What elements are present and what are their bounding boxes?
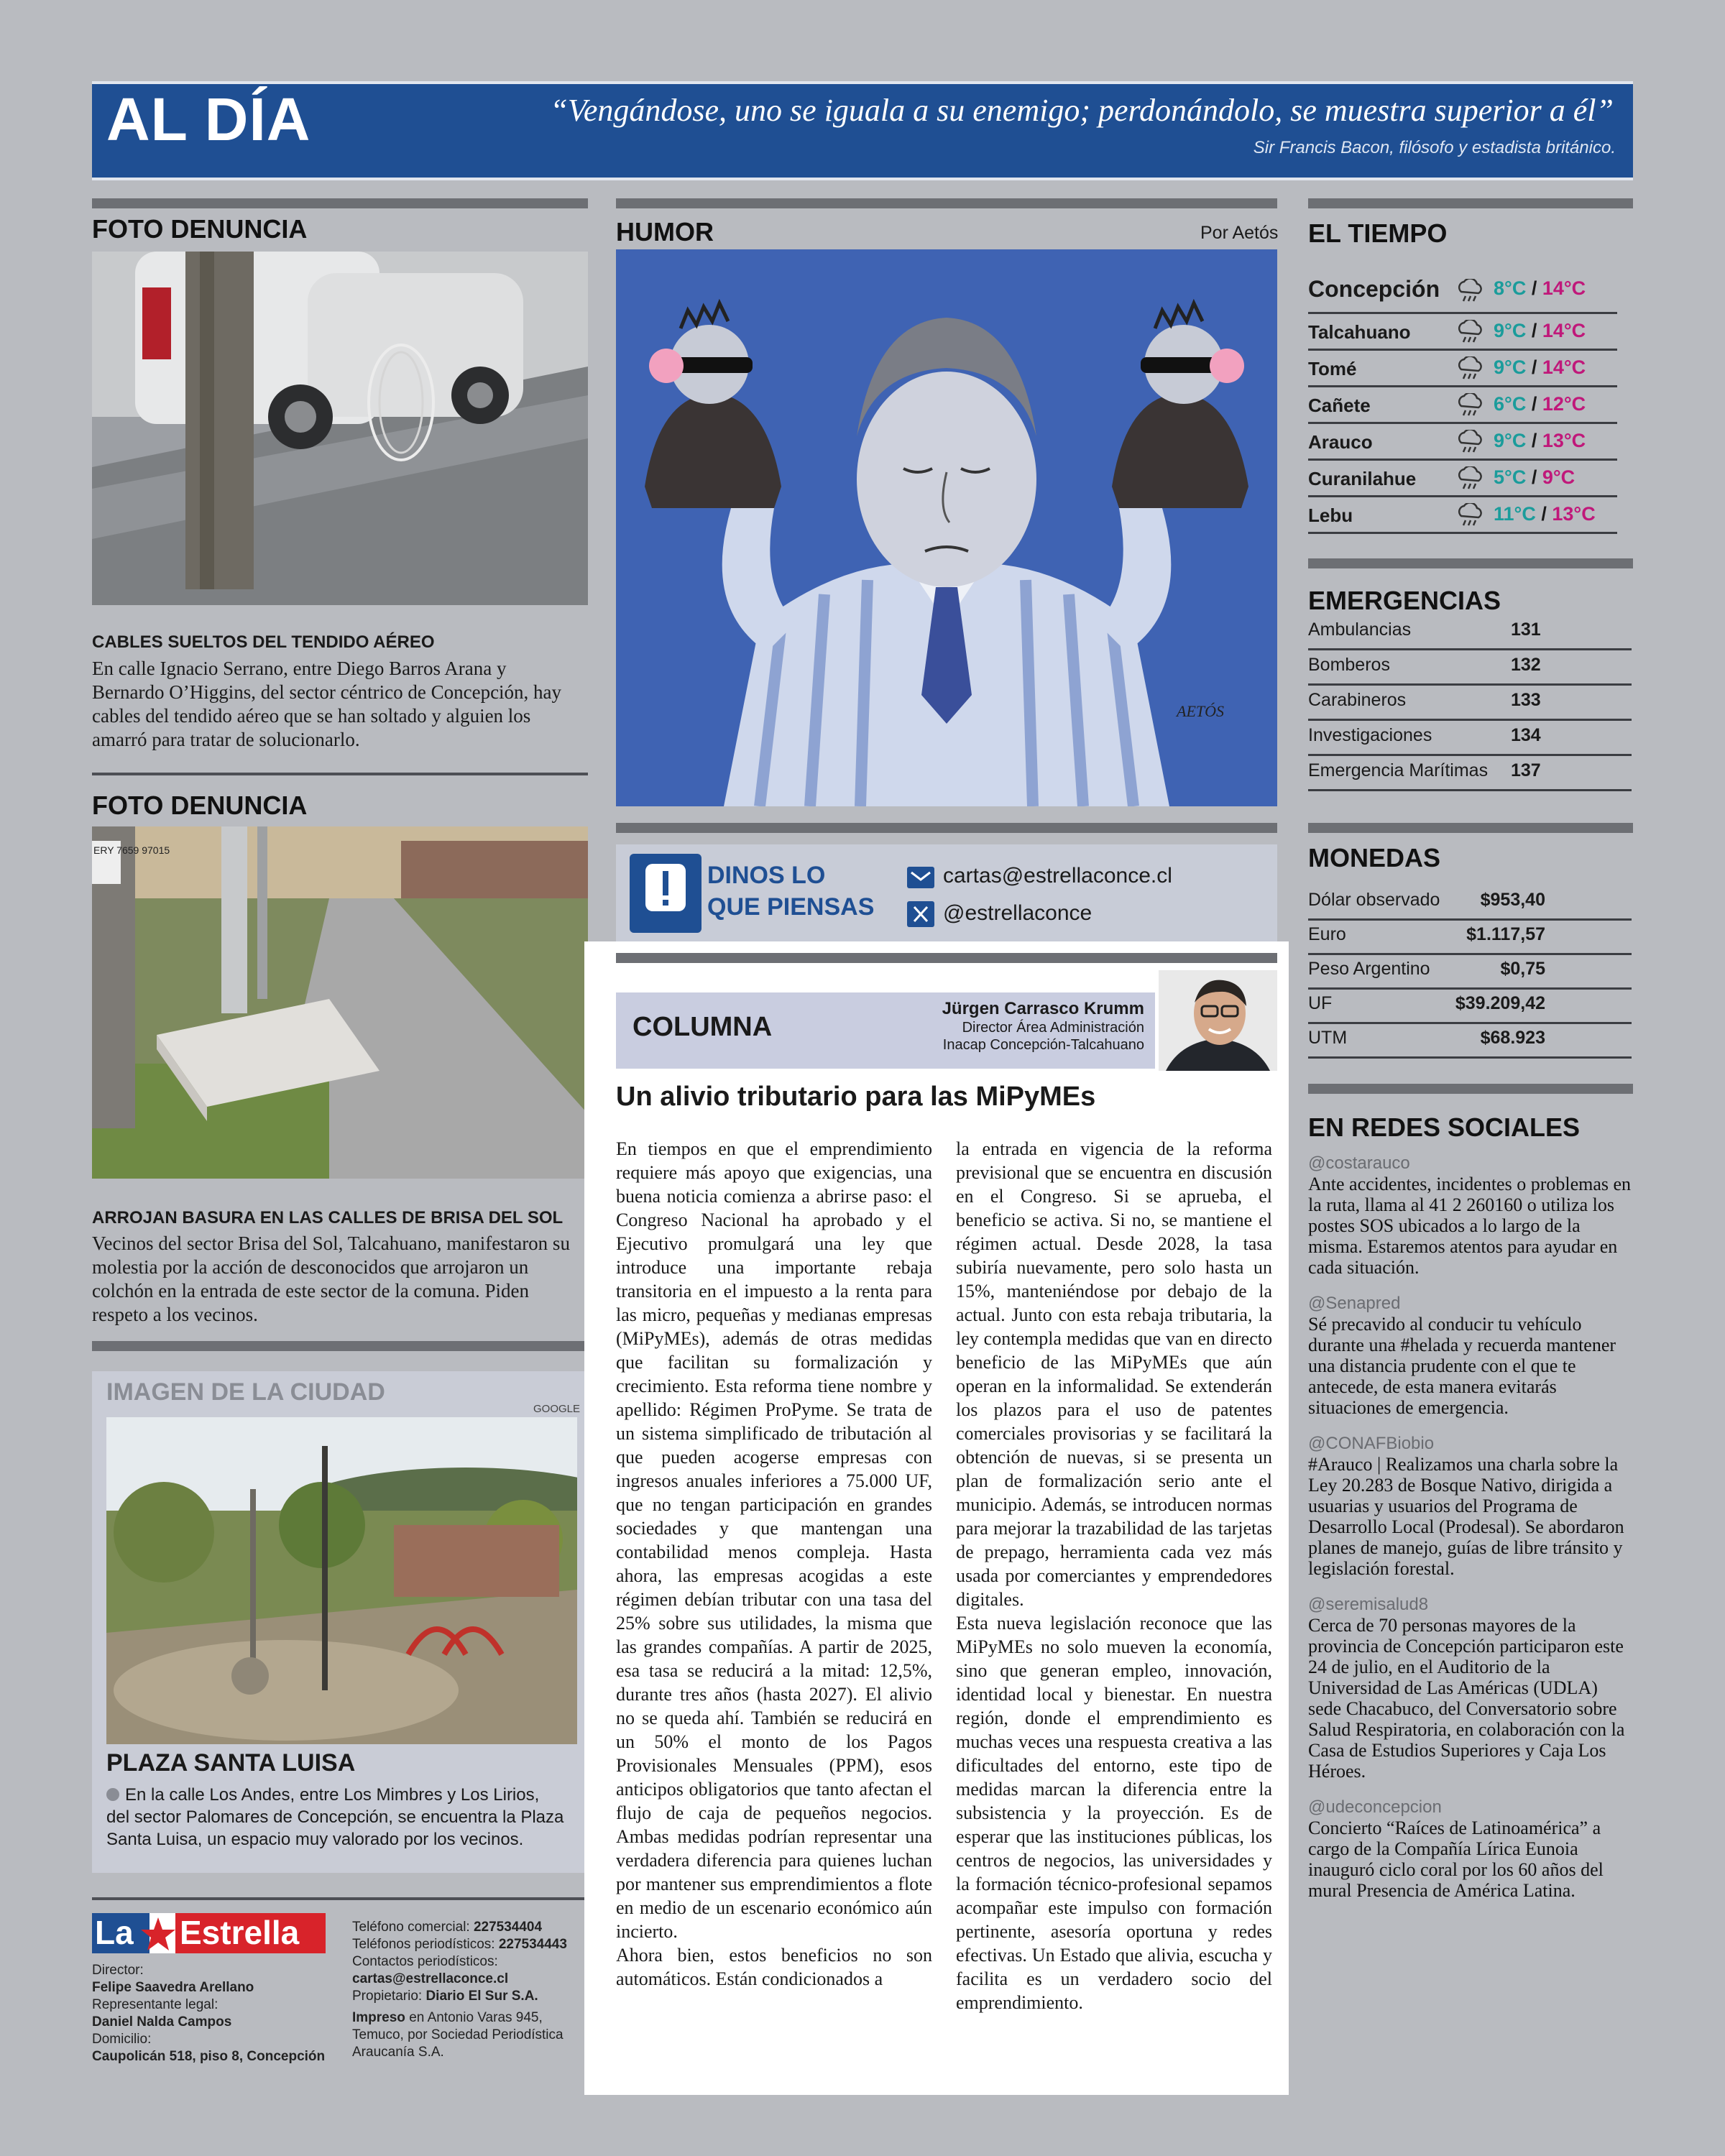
ciudad-label: IMAGEN DE LA CIUDAD (106, 1378, 385, 1406)
columna-label: COLUMNA (632, 1012, 773, 1042)
rain-cloud-icon (1455, 430, 1484, 458)
foto2-title: ARROJAN BASURA EN LAS CALLES DE BRISA DEL SOL (92, 1208, 564, 1227)
temp-max: 14°C (1542, 320, 1586, 341)
weather-row (1308, 461, 1617, 497)
emergencia-row (1308, 756, 1632, 791)
social-text: Cerca de 70 personas mayores de la provincia de Concepción participaron este 24 de julio, en el Auditorio de la Universidad de Las Américas (UDLA) sede Chacabuco, del Conversatorio sobre Salud Respiratoria, en colaboración con la Casa de Estudios Superiores y Caja Los Héroes. (1308, 1615, 1625, 1782)
foto1-photo (92, 252, 588, 605)
social-post (1308, 1797, 1632, 1901)
monedas-label: MONEDAS (1308, 843, 1441, 872)
weather-city: Concepción (1308, 276, 1440, 302)
emergencia-name: Emergencia Marítimas (1308, 760, 1489, 780)
social-text: Sé precavido al conducir tu vehículo durante una #helada y recuerda mantener una distancia prudente con el que te antecede, de esta manera evitarás situaciones de emergencia. (1308, 1314, 1616, 1418)
foto2-label: FOTO DENUNCIA (92, 791, 308, 820)
weather-city: Lebu (1308, 505, 1353, 526)
weather-row (1308, 497, 1617, 534)
weather-row (1308, 424, 1617, 461)
rain-cloud-icon (1455, 466, 1484, 494)
social-text: #Arauco | Realizamos una charla sobre la Ley 20.283 de Bosque Nativo, dirigida a usuarias y usuarios del Programa de Desarrollo Local (Prodesal). Se abordaron planes de manejo, guías de libre tránsito y legislación forestal. (1308, 1454, 1624, 1579)
tiempo-label: EL TIEMPO (1308, 218, 1448, 248)
divider (92, 198, 588, 208)
divider (1308, 1084, 1633, 1094)
humor-label: HUMOR (616, 217, 714, 247)
masthead-quote: “Vengándose, uno se iguala a su enemigo; perdonándolo, se muestra superior a él” (550, 93, 1614, 128)
emergencia-name: Carabineros (1308, 690, 1407, 710)
weather-row (1308, 267, 1617, 314)
social-handle[interactable]: @udeconcepcion (1308, 1797, 1442, 1817)
foto1-label: FOTO DENUNCIA (92, 214, 308, 244)
emergencia-name: Investigaciones (1308, 725, 1432, 745)
rain-cloud-icon (1455, 279, 1484, 307)
moneda-value: $68.923 (1480, 1028, 1545, 1048)
moneda-row (1308, 954, 1632, 990)
logo-la: La (95, 1914, 134, 1951)
temp-min: 5°C (1494, 466, 1527, 488)
moneda-row (1308, 1023, 1632, 1059)
emergencia-row (1308, 650, 1632, 686)
dinos-title: DINOS LO QUE PIENSAS (707, 862, 875, 921)
ciudad-title: PLAZA SANTA LUISA (106, 1749, 356, 1777)
temp-max: 14°C (1542, 277, 1586, 299)
emergencia-row (1308, 615, 1632, 650)
emergencias-label: EMERGENCIAS (1308, 586, 1501, 615)
moneda-name: Dólar observado (1308, 890, 1440, 910)
weather-temps: 9°C / 14°C (1494, 320, 1586, 341)
weather-table (1308, 267, 1617, 534)
moneda-row (1308, 920, 1632, 955)
social-handle[interactable]: @Senapred (1308, 1294, 1401, 1313)
social-handle[interactable]: @seremisalud8 (1308, 1595, 1429, 1614)
divider (92, 1897, 588, 1900)
emergencia-name: Bomberos (1308, 655, 1390, 675)
redes-label: EN REDES SOCIALES (1308, 1112, 1581, 1142)
moneda-row (1308, 989, 1632, 1024)
credits-right: Teléfono comercial: 227534404 Teléfonos periodísticos: 227534443 Contactos periodísticos: cartas@estrellaconce.cl Propietario: Diario El Sur S.A. Impreso en Antonio Varas 945, Temuco, por Sociedad Periodística Araucanía S.A. (352, 1919, 589, 2061)
moneda-row (1308, 885, 1632, 921)
credits-left: Director: Felipe Saavedra Arellano Representante legal: Daniel Nalda Campos Domicilio: Caupolicán 518, piso 8, Concepción (92, 1963, 326, 2064)
weather-city: Arauco (1308, 431, 1373, 453)
divider (92, 1341, 588, 1351)
social-post (1308, 1595, 1632, 1782)
columna-author-block: Jürgen Carrasco Krumm Director Área Administración Inacap Concepción-Talcahuano (942, 999, 1144, 1053)
moneda-name: Peso Argentino (1308, 959, 1430, 979)
social-post (1308, 1434, 1632, 1579)
temp-max: 9°C (1542, 466, 1576, 488)
divider (1308, 558, 1633, 568)
temp-min: 9°C (1494, 320, 1527, 341)
humor-cartoon (616, 249, 1277, 806)
emergencia-row (1308, 686, 1632, 721)
divider (616, 198, 1277, 208)
dinos-x-handle[interactable]: @estrellaconce (943, 901, 1092, 925)
logo (92, 1913, 326, 1953)
foto1-text: En calle Ignacio Serrano, entre Diego Barros Arana y Bernardo O’Higgins, del sector céntrico de Concepción, hay cables del tendido aéreo que se han soltado y alguien los amarró para tratar de solucionarlo. (92, 658, 562, 750)
ciudad-credit: GOOGLE (533, 1403, 581, 1415)
weather-temps: 9°C / 13°C (1494, 430, 1586, 451)
contact-email[interactable]: cartas@estrellaconce.cl (352, 1971, 509, 1986)
columna-body-col1: En tiempos en que el emprendimiento requiere más apoyo que exigencias, una buena noticia comienza a abrirse paso: el Congreso Nacional ha aprobado y el Ejecutivo promulgará una ley que introduce una importante rebaja transitoria en el impuesto a la renta para las micro, pequeñas y medianas empresas (MiPyMEs), además de otras medidas que facilitan su formalización y crecimiento. Esta reforma tiene nombre y apellido: Régimen ProPyme. Se trata de un sistema simplificado de tributación al que pueden acogerse empresas con ingresos anuales inferiores a 75.000 UF, que no tengan participación en grandes sociedades y que mantengan una contabilidad menos compleja. Hasta ahora, las empresas acogidas a este régimen debían tributar con una tasa del 25% sobre sus utilidades, la misma que las grandes compañías. A partir de 2025, esa tasa se reducirá a la mitad: 12,5%, durante tres años (hasta 2027). El alivio no se queda ahí. También se reducirá en un 50% el monto de los Pagos Provisionales Mensuales (PPM), esos anticipos obligatorios que tanto afectan el flujo de caja de pequeños negocios. Ambas medidas podrían representar una verdadera diferencia para quienes luchan por mantener sus emprendimientos a flote en medio de un escenario económico aún incierto. Ahora bien, estos beneficios no son automáticos. Están condicionados a (616, 1138, 932, 1989)
quote-author: Sir Francis Bacon, filósofo y estadista británico. (1253, 138, 1616, 157)
divider (92, 773, 588, 775)
moneda-value: $39.209,42 (1455, 993, 1545, 1013)
ciudad-text: En la calle Los Andes, entre Los Mimbres y Los Lirios, del sector Palomares de Concepción, se encuentra la Plaza Santa Luisa, un espacio muy valorado por los vecinos. (106, 1785, 564, 1849)
weather-temps: 5°C / 9°C (1494, 466, 1576, 488)
social-handle[interactable]: @CONAFBiobio (1308, 1434, 1435, 1453)
foto1-title: CABLES SUELTOS DEL TENDIDO AÉREO (92, 632, 435, 652)
emergencia-number: 131 (1511, 619, 1541, 640)
logo-estrella: Estrella (180, 1914, 300, 1951)
mail-icon (907, 867, 934, 888)
rain-cloud-icon (1455, 356, 1484, 384)
moneda-name: UF (1308, 993, 1333, 1013)
moneda-value: $0,75 (1500, 959, 1545, 979)
weather-temps: 6°C / 12°C (1494, 393, 1586, 415)
foto2-photo (92, 826, 588, 1179)
humor-byline: Por Aetós (1200, 223, 1279, 243)
temp-max: 12°C (1542, 393, 1586, 415)
divider (616, 953, 1277, 963)
social-post (1308, 1153, 1632, 1278)
weather-city: Curanilahue (1308, 468, 1417, 489)
moneda-name: UTM (1308, 1028, 1348, 1048)
svg-text:AETÓS: AETÓS (1177, 702, 1224, 720)
temp-max: 13°C (1542, 430, 1586, 451)
temp-min: 6°C (1494, 393, 1527, 415)
emergencia-number: 137 (1511, 760, 1541, 780)
social-post (1308, 1294, 1632, 1418)
temp-min: 8°C (1494, 277, 1527, 299)
divider (1308, 823, 1633, 833)
weather-city: Cañete (1308, 395, 1371, 416)
divider (1308, 198, 1633, 208)
emergencia-number: 134 (1511, 725, 1541, 745)
x-icon (907, 901, 934, 927)
weather-city: Talcahuano (1308, 321, 1411, 343)
weather-row (1308, 387, 1617, 424)
svg-text:ERY 7659 97015: ERY 7659 97015 (93, 844, 170, 856)
social-handle[interactable]: @costarauco (1308, 1153, 1410, 1173)
rain-cloud-icon (1455, 503, 1484, 531)
temp-max: 14°C (1542, 356, 1586, 378)
temp-min: 9°C (1494, 356, 1527, 378)
weather-temps: 9°C / 14°C (1494, 356, 1586, 378)
temp-min: 9°C (1494, 430, 1527, 451)
columna-body-col2: la entrada en vigencia de la reforma previsional que se encuentra en discusión en el Congreso. Si se aprueba, el beneficio se activa. Si no, se mantiene el régimen actual. Desde 2028, la tasa subiría nuevamente, pero solo hasta un 15%, manteniéndose por debajo de la actual. Junto con esta rebaja tributaria, la ley contempla medidas que van en directo beneficio de las MiPyMEs que aún operan en la informalidad. Se extenderán los plazos para el uso de patentes comerciales provisorias y se facilitará la obtención de nuevas, si se presenta un plan de formalización serio ante el municipio. Además, se introducen normas para mejorar la trazabilidad de las tarjetas de prepago, herramienta cada vez más usada por comerciantes y emprendedores digitales. Esta nueva legislación reconoce que las MiPyMEs no solo mueven la economía, sino que generan empleo, innovación, identidad local y bienestar. En nuestra región, donde el emprendimiento es muchas veces una respuesta creativa a las dificultades del entorno, este tipo de medidas marcan la diferencia entre la subsistencia y la proyección. Es de esperar que las instituciones públicas, los centros de negocios, las universidades y la formación técnico-profesional sepamos acompañar este impulso con formación pertinente, asesoría oportuna y redes efectivas. Un Estado que alivia, escucha y facilita es un verdadero socio del emprendimiento. (956, 1138, 1272, 2013)
divider (616, 823, 1277, 833)
weather-temps: 8°C / 14°C (1494, 277, 1586, 299)
emergencia-row (1308, 721, 1632, 756)
social-text: Ante accidentes, incidentes o problemas en la ruta, llama al 41 2 260160 o utiliza los postes SOS ubicados a lo largo de la misma. Estaremos atentos para ayudar en cada situación. (1308, 1174, 1632, 1278)
ciudad-photo (106, 1417, 577, 1744)
weather-row (1308, 351, 1617, 387)
comment-icon (630, 854, 702, 933)
emergencia-name: Ambulancias (1308, 619, 1412, 640)
columna-headline: Un alivio tributario para las MiPyMEs (616, 1082, 1096, 1112)
redes-list (1308, 1153, 1632, 1917)
moneda-value: $953,40 (1480, 890, 1545, 910)
rain-cloud-icon (1455, 320, 1484, 348)
moneda-value: $1.117,57 (1466, 924, 1545, 944)
social-text: Concierto “Raíces de Latinoamérica” a cargo de la Compañía Lírica Eunoia inauguró ciclo coral por los 60 años del mural Presencia de América Latina. (1308, 1818, 1604, 1901)
rain-cloud-icon (1455, 393, 1484, 421)
weather-city: Tomé (1308, 358, 1357, 379)
moneda-name: Euro (1308, 924, 1346, 944)
foto2-text: Vecinos del sector Brisa del Sol, Talcahuano, manifestaron su molestia por la acción de desconocidos que arrojaron un colchón en la entrada de este sector de la comuna. Piden respeto a los vecinos. (92, 1233, 570, 1325)
section-title: AL DÍA (106, 86, 311, 153)
temp-max: 13°C (1552, 503, 1596, 525)
bullet-icon (106, 1788, 119, 1801)
dinos-email[interactable]: cartas@estrellaconce.cl (943, 864, 1172, 888)
weather-temps: 11°C / 13°C (1494, 503, 1596, 525)
temp-min: 11°C (1494, 503, 1536, 525)
star-icon (139, 1916, 177, 1953)
emergencia-number: 132 (1511, 655, 1541, 675)
author-photo (1159, 970, 1277, 1071)
weather-row (1308, 314, 1617, 351)
emergencia-number: 133 (1511, 690, 1541, 710)
